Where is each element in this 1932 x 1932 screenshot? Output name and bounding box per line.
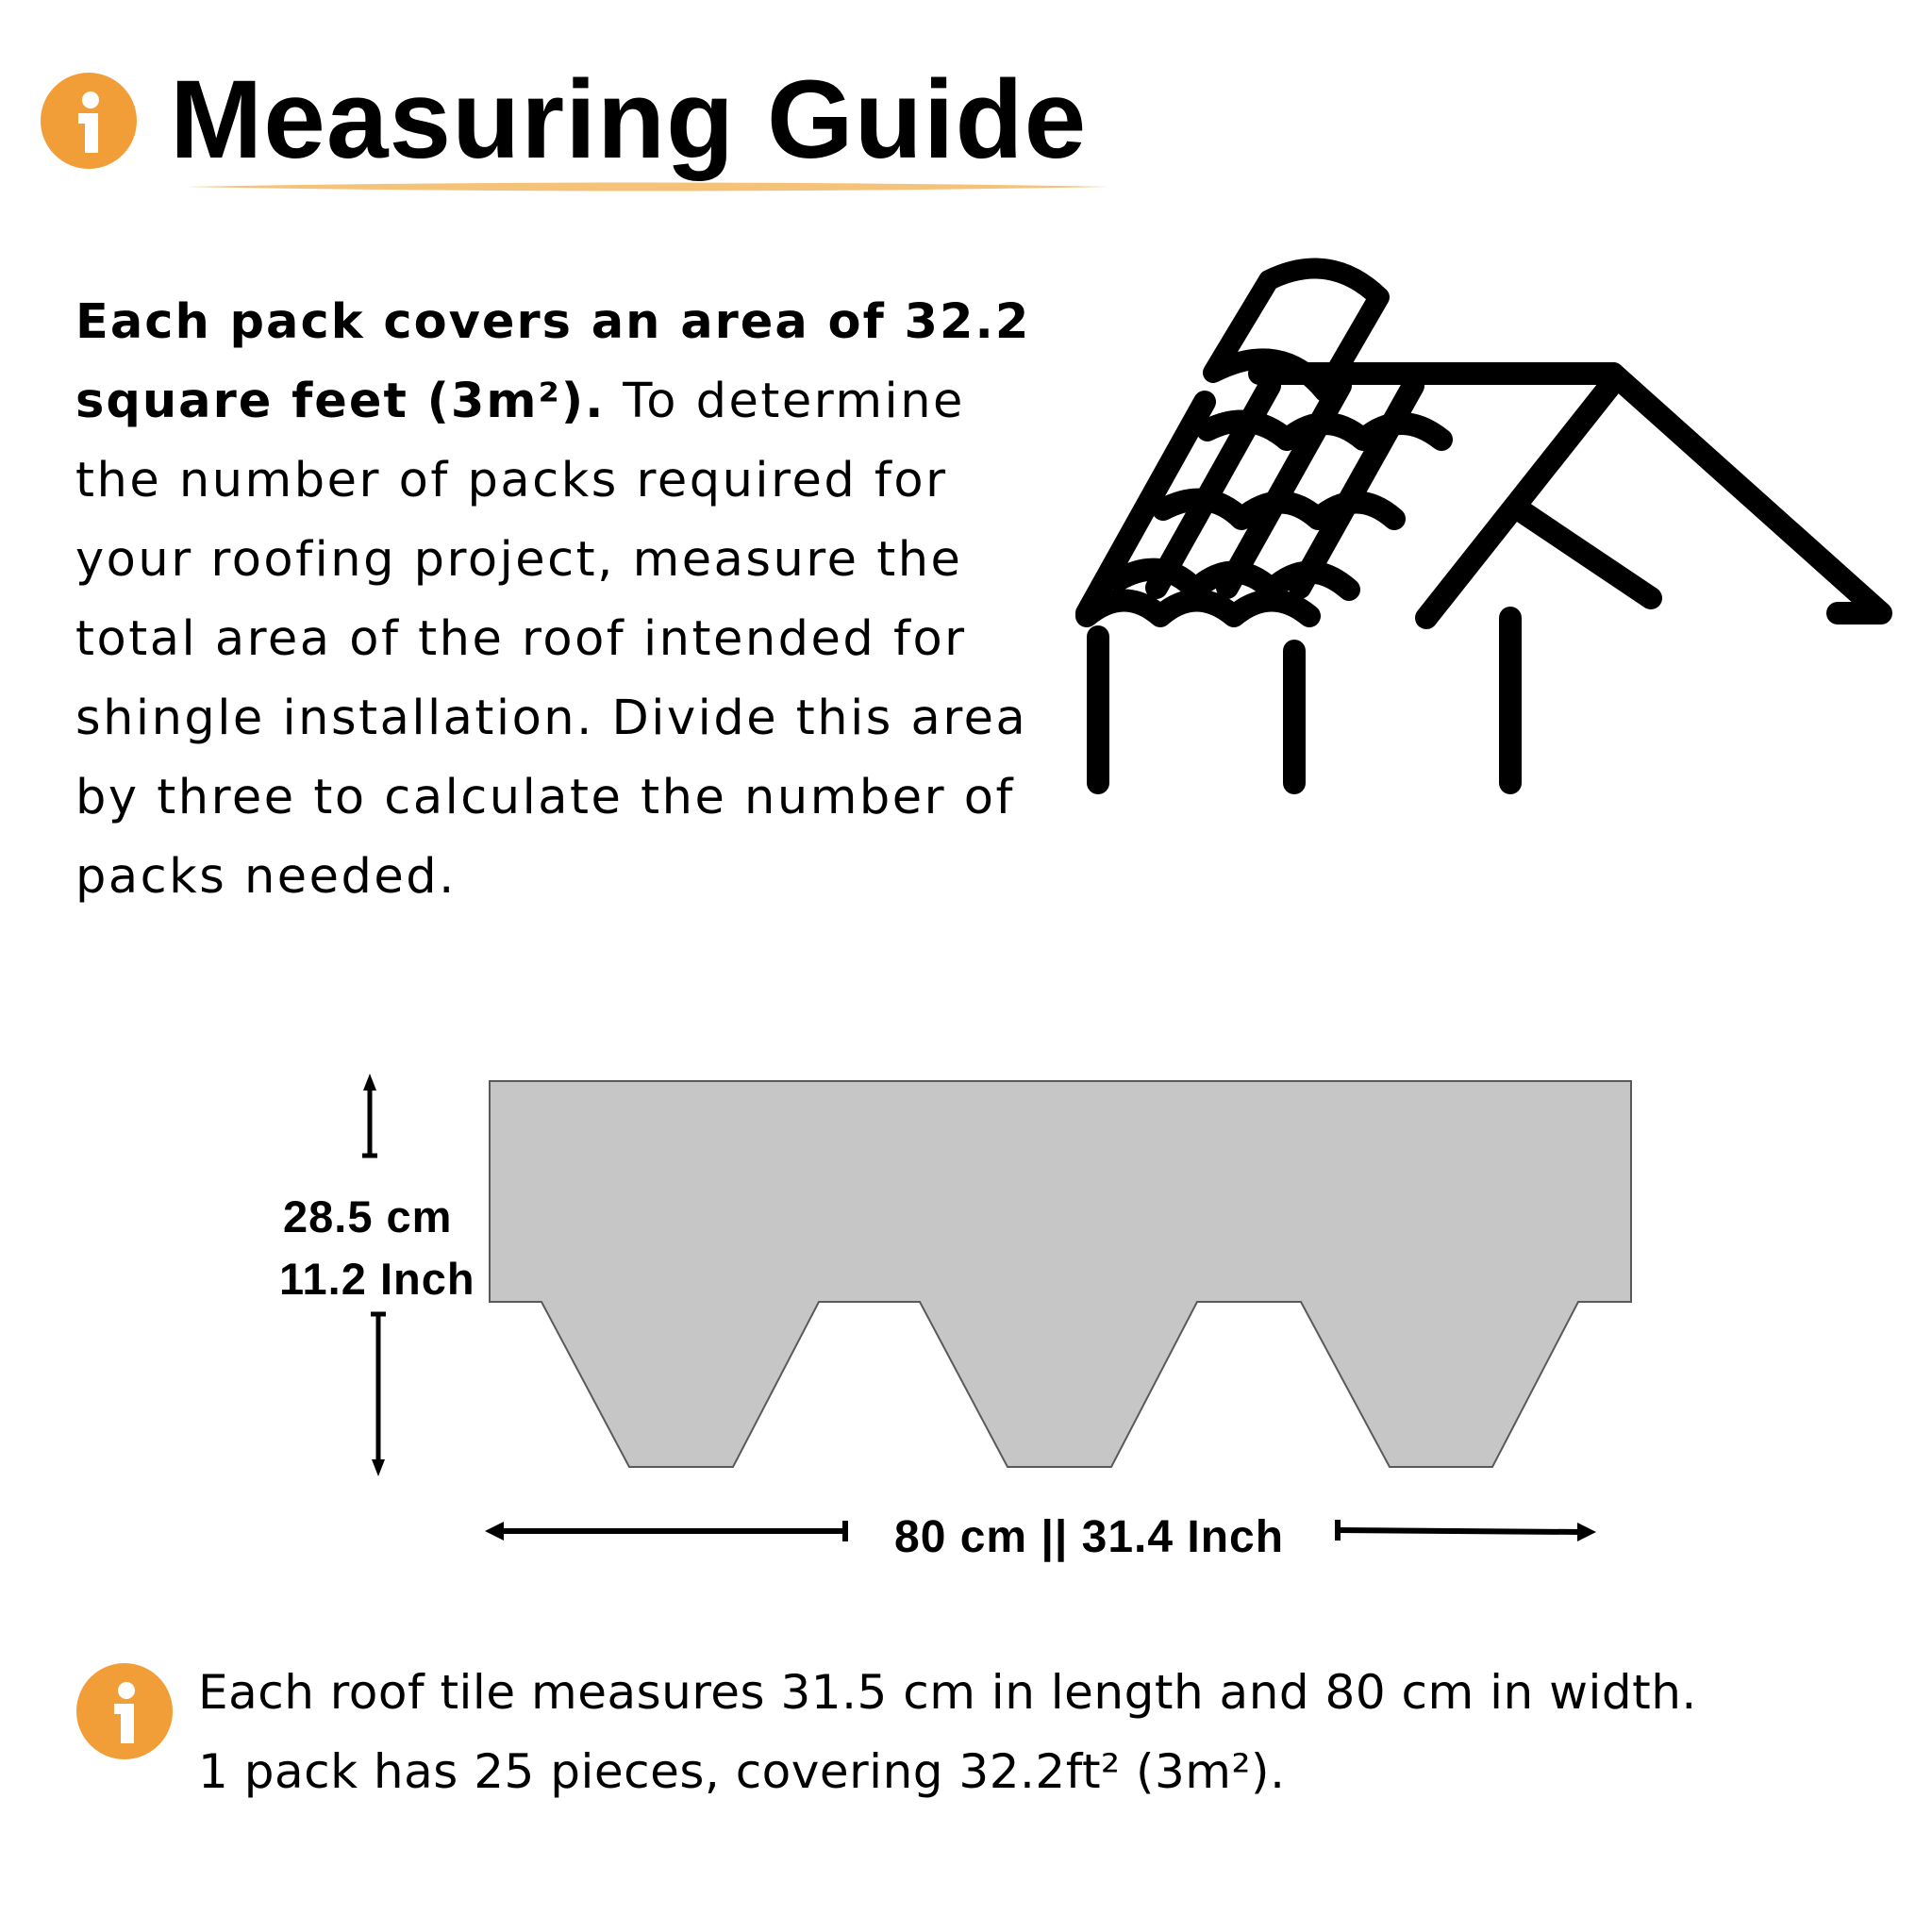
height-label-inch: 11.2 Inch — [279, 1254, 475, 1304]
info-icon — [75, 1662, 174, 1760]
note-line-2: 1 pack has 25 pieces, covering 32.2ft² (3m²). — [198, 1744, 1286, 1799]
height-label-cm: 28.5 cm — [283, 1191, 453, 1241]
shingle-shape — [490, 1081, 1631, 1467]
intro-paragraph — [75, 283, 1057, 917]
intro-bold-text: Each pack covers an area of 32.2 square feet (3m²). — [75, 294, 1031, 429]
intro-regular-text: To determine the number of packs required for your roofing project, measure the total area of the roof intended for shingle installation. Divide this area by three to calculate the number of packs needed. — [75, 374, 1028, 905]
house-roof-tiles-icon — [1075, 255, 1906, 802]
note-line-1: Each roof tile measures 31.5 cm in length and 80 cm in width. — [198, 1665, 1697, 1720]
page-title: Measuring Guide — [170, 58, 1088, 182]
title-underline — [185, 179, 1109, 192]
width-label: 80 cm || 31.4 Inch — [894, 1512, 1285, 1562]
note-text — [198, 1653, 1924, 1811]
info-icon — [40, 72, 138, 170]
